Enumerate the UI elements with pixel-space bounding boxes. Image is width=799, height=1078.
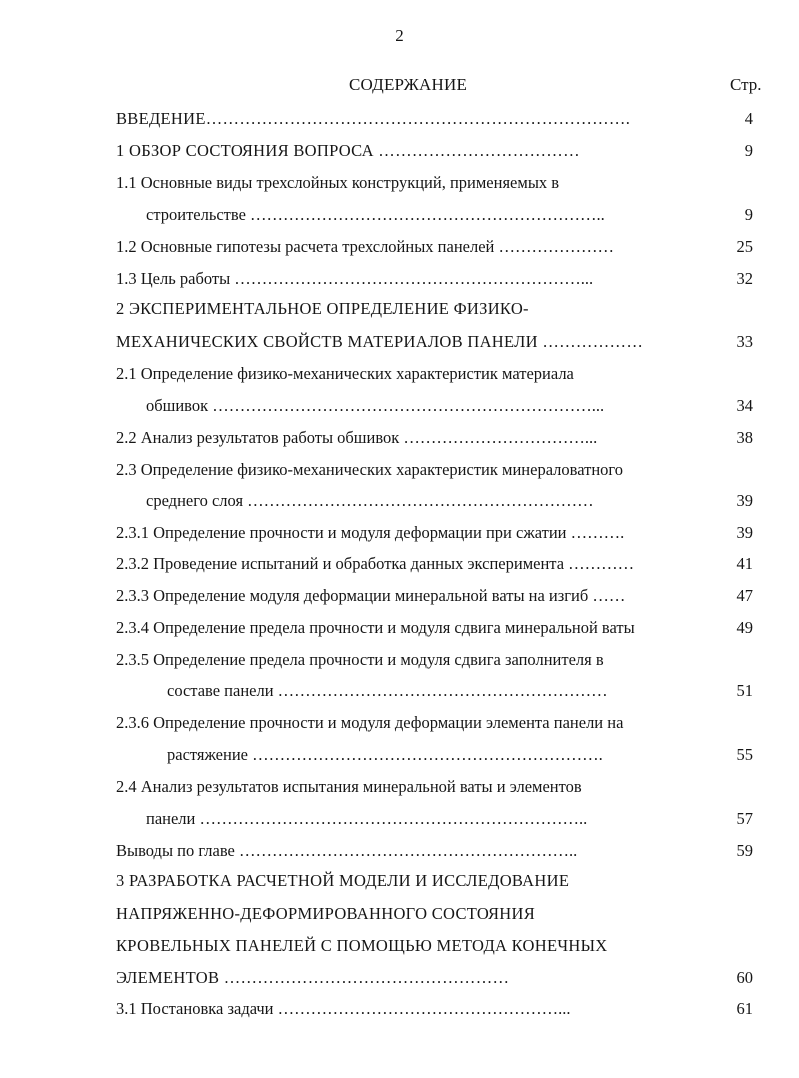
- toc-entry-2-1: 2.1 Определение физико-механических характеристик материала: [116, 364, 574, 383]
- toc-page-number: 33: [736, 332, 753, 351]
- toc-entry-2-3-3: 2.3.3 Определение модуля деформации минеральной ваты на изгиб ……: [116, 586, 626, 605]
- toc-entry-2-3-5: 2.3.5 Определение предела прочности и модуля сдвига заполнителя в: [116, 650, 604, 669]
- toc-entry-2-3-4: 2.3.4 Определение предела прочности и модуля сдвига минеральной ваты: [116, 618, 635, 637]
- toc-entry-1-3: 1.3 Цель работы ………………………………………………………...: [116, 269, 594, 288]
- toc-entry-2-3-1: 2.3.1 Определение прочности и модуля деформации при сжатии ……….: [116, 523, 625, 542]
- toc-entry-3-1: 3.1 Постановка задачи ……………………………………………...: [116, 999, 571, 1018]
- toc-entry-chapter-3-cont: КРОВЕЛЬНЫХ ПАНЕЛЕЙ С ПОМОЩЬЮ МЕТОДА КОНЕЧНЫХ: [116, 936, 608, 955]
- toc-page-number: 60: [736, 968, 753, 987]
- toc-entry-chapter-3: 3 РАЗРАБОТКА РАСЧЕТНОЙ МОДЕЛИ И ИССЛЕДОВАНИЕ: [116, 871, 570, 890]
- toc-entry-2-3-5-cont: составе панели ……………………………………………………: [167, 681, 608, 700]
- toc-page-number: 38: [736, 428, 753, 447]
- toc-page-number: 9: [744, 205, 753, 224]
- toc-page-number: 39: [736, 523, 753, 542]
- toc-page-number: 61: [736, 999, 753, 1018]
- toc-entry-2-2: 2.2 Анализ результатов работы обшивок ……………………………...: [116, 428, 598, 447]
- toc-entry-2-3-cont: среднего слоя ………………………………………………………: [146, 491, 594, 510]
- toc-entry-chapter-1: 1 ОБЗОР СОСТОЯНИЯ ВОПРОСА ………………………………: [116, 141, 580, 160]
- toc-page-number: 59: [736, 841, 753, 860]
- toc-page-number: 32: [736, 269, 753, 288]
- toc-entry-2-1-cont: обшивок ……………………………………………………………...: [146, 396, 605, 415]
- toc-entry-1-2: 1.2 Основные гипотезы расчета трехслойных панелей …………………: [116, 237, 614, 256]
- toc-entry-chapter-2-cont: МЕХАНИЧЕСКИХ СВОЙСТВ МАТЕРИАЛОВ ПАНЕЛИ ………………: [116, 332, 644, 351]
- toc-page-number: 41: [736, 554, 753, 573]
- toc-title: СОДЕРЖАНИЕ: [349, 75, 468, 94]
- toc-entry-1-1: 1.1 Основные виды трехслойных конструкций, применяемых в: [116, 173, 560, 192]
- toc-entry-chapter-2: 2 ЭКСПЕРИМЕНТАЛЬНОЕ ОПРЕДЕЛЕНИЕ ФИЗИКО-: [116, 299, 529, 318]
- page-column-header: Стр.: [730, 75, 762, 94]
- toc-page-number: 4: [744, 109, 753, 128]
- toc-page-number: 25: [736, 237, 753, 256]
- toc-page-number: 55: [736, 745, 753, 764]
- toc-entry-2-4-cont: панели ……………………………………………………………..: [146, 809, 588, 828]
- page-number: 2: [395, 26, 404, 45]
- toc-entry-2-3-2: 2.3.2 Проведение испытаний и обработка данных эксперимента …………: [116, 554, 635, 573]
- toc-entry-2-3-6-cont: растяжение ……………………………………………………….: [167, 745, 603, 764]
- toc-entry-conclusions: Выводы по главе ……………………………………………………..: [116, 841, 578, 860]
- toc-page-number: 49: [736, 618, 753, 637]
- toc-entry-2-4: 2.4 Анализ результатов испытания минеральной ваты и элементов: [116, 777, 582, 796]
- toc-entry-2-3: 2.3 Определение физико-механических характеристик минераловатного: [116, 460, 624, 479]
- toc-entry-1-1-cont: строительстве ………………………………………………………..: [146, 205, 605, 224]
- toc-page-number: 51: [736, 681, 753, 700]
- toc-entry-chapter-3-cont: ЭЛЕМЕНТОВ ……………………………………………: [116, 968, 510, 987]
- toc-entry-intro: ВВЕДЕНИЕ………………………………………………………………….: [116, 109, 631, 128]
- toc-entry-chapter-3-cont: НАПРЯЖЕННО-ДЕФОРМИРОВАННОГО СОСТОЯНИЯ: [116, 904, 535, 923]
- toc-page-number: 47: [736, 586, 753, 605]
- toc-page-number: 39: [736, 491, 753, 510]
- toc-page-number: 34: [736, 396, 753, 415]
- toc-page-number: 57: [736, 809, 753, 828]
- toc-entry-2-3-6: 2.3.6 Определение прочности и модуля деформации элемента панели на: [116, 713, 624, 732]
- toc-page-number: 9: [744, 141, 753, 160]
